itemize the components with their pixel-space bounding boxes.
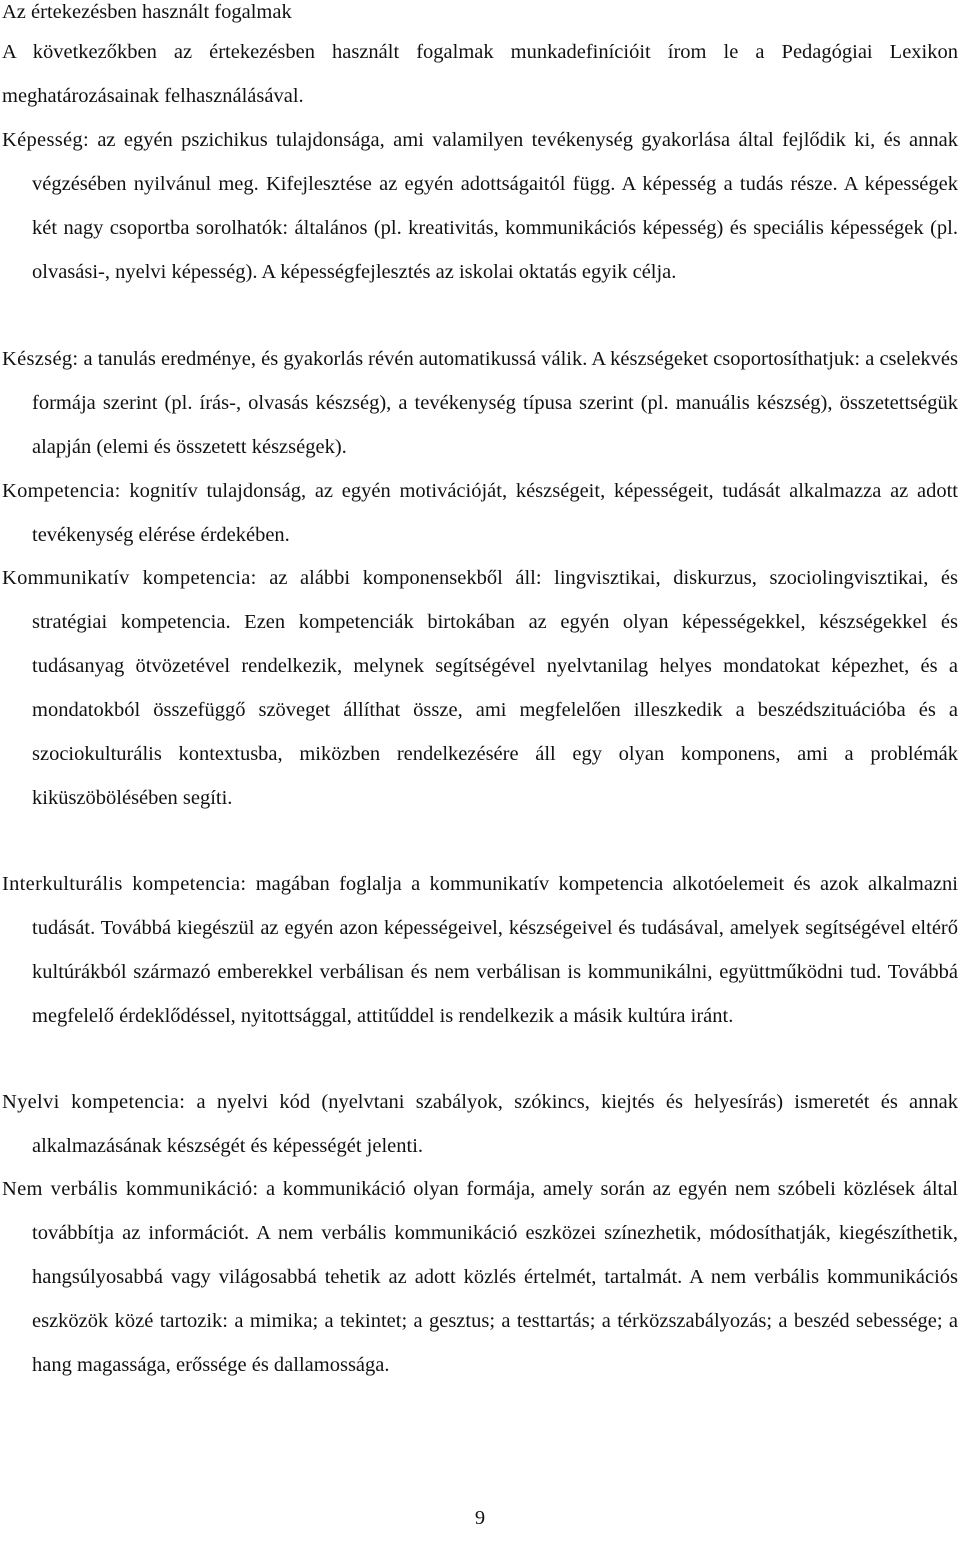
definition-text: a kommunikáció olyan formája, amely során az egyén nem szóbeli közlések által továbbítja az információt. A nem verbális kommunikáció eszközei színezhetik, módosíthatják, kiegészíthetik, hangsúlyosabbá vagy világosabbá tehetik az adott közlés értelmét, tartalmát. A nem verbális kommunikációs eszközök közé tartozik: a mimika; a tekintet; a gesztus; a testtartás; a térközszabályozás; a beszéd sebessége; a hang magassága, erőssége és dallamossága. bbox=[32, 1178, 959, 1376]
definition-term: Nem verbális kommunikáció: bbox=[2, 1178, 259, 1200]
definition-nyelvi-kompetencia bbox=[2, 1080, 958, 1168]
page-number: 9 bbox=[474, 1507, 486, 1529]
definition-text: az alábbi komponensekből áll: lingvisztikai, diskurzus, szociolingvisztikai, és stratégiai kompetencia. Ezen kompetenciák birtokában az egyén olyan képességekkel, készségekkel és tudásanyag ötvözetével rendelkezik, melynek segítségével nyelvtanilag helyes mondatokat képezhet, és a mondatokból összefüggő szöveget állíthat össze, ami megfelelően illeszkedik a beszédszituációba és a szociokulturális kontextusba, miközben rendelkezésére áll egy olyan komponens, ami a problémák kiküszöbölésében segíti. bbox=[32, 567, 959, 809]
definition-text: magában foglalja a kommunikatív kompetencia alkotóelemeit és azok alkalmazni tudását. Továbbá kiegészül az egyén azon képességeivel, készségeivel és tudásával, amelyek segítségével eltérő kultúrákból származó emberekkel verbálisan és nem verbálisan is kommunikálni, együttműködni tud. Továbbá megfelelő érdeklődéssel, nyitottsággal, attitűddel is rendelkezik a másik kultúra iránt. bbox=[32, 873, 958, 1027]
definition-text: a tanulás eredménye, és gyakorlás révén automatikussá válik. A készségeket csoportosíthatjuk: a cselekvés formája szerint (pl. írás-, olvasás készség), a tevékenység típusa szerint (pl. manuális készség), összetettségük alapján (elemi és összetett készségek). bbox=[32, 348, 958, 458]
definition-nem-verbalis-kommunikacio bbox=[2, 1167, 958, 1387]
definition-term: Interkulturális kompetencia: bbox=[2, 873, 247, 895]
definition-term: Kompetencia: bbox=[2, 480, 121, 502]
section-heading: Az értekezésben használt fogalmak bbox=[2, 1, 292, 23]
definition-text: az egyén pszichikus tulajdonsága, ami valamilyen tevékenység gyakorlása által fejlődik ki, és annak végzésében nyilvánul meg. Kifejlesztése az egyén adottságaitól függ. A képesség a tudás része. A képességek két nagy csoportba sorolhatók: általános (pl. kreativitás, kommunikációs képesség) és speciális képességek (pl. olvasási-, nyelvi képesség). A képességfejlesztés az iskolai oktatás egyik célja. bbox=[32, 129, 958, 283]
definition-text: a nyelvi kód (nyelvtani szabályok, szókincs, kiejtés és helyesírás) ismeretét és annak alkalmazásának készségét és képességét jelenti. bbox=[32, 1091, 959, 1157]
definition-keszseg bbox=[2, 337, 958, 469]
definition-term: Nyelvi kompetencia: bbox=[2, 1091, 186, 1113]
intro-paragraph: A következőkben az értekezésben használt fogalmak munkadefinícióit írom le a Pedagógiai Lexikon meghatározásainak felhasználásával. bbox=[2, 41, 958, 107]
definition-kommunikativ-kompetencia bbox=[2, 556, 958, 820]
definition-kompetencia bbox=[2, 469, 958, 557]
definition-interkulturalis-kompetencia bbox=[2, 862, 958, 1038]
definition-text: kognitív tulajdonság, az egyén motivációját, készségeit, képességeit, tudását alkalmazza az adott tevékenység elérése érdekében. bbox=[32, 480, 959, 546]
definition-kepesseg bbox=[2, 118, 958, 294]
definition-term: Kommunikatív kompetencia: bbox=[2, 567, 257, 589]
definition-term: Készség: bbox=[2, 348, 79, 370]
definition-term: Képesség: bbox=[2, 129, 89, 151]
